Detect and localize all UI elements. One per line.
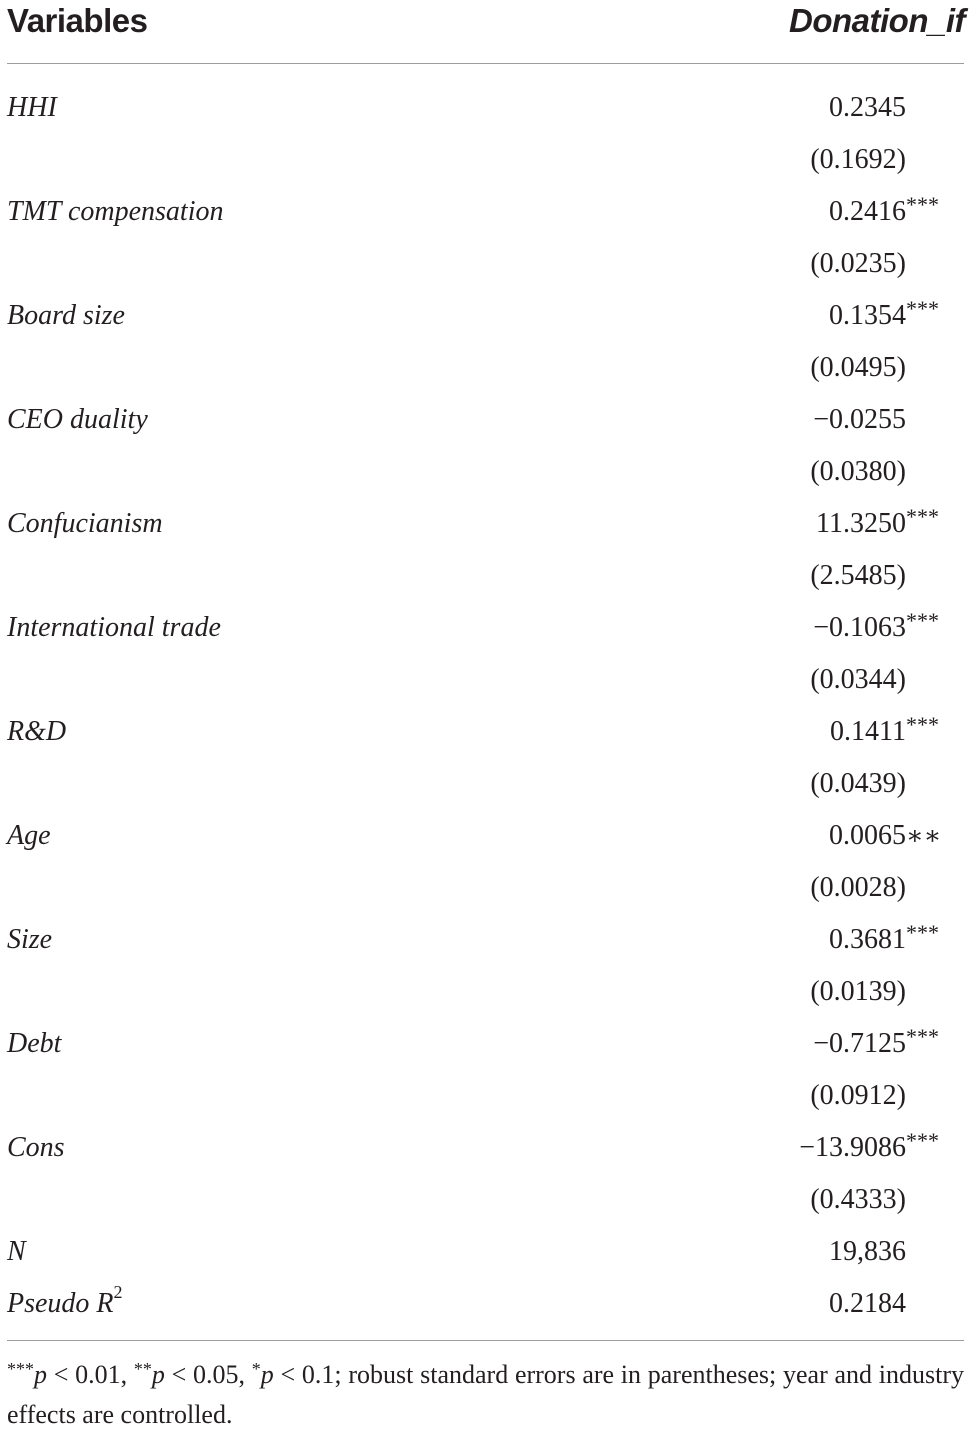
coefficient-value: 0.2184 [829,1288,906,1319]
table-row-standard-error [0,238,973,290]
variable-name [7,602,221,654]
superscript: 2 [113,1281,123,1302]
coefficient-value: −0.1063 [813,612,906,643]
table-row-standard-error [0,1174,973,1226]
variable-name [7,1018,61,1070]
variable-name-text: TMT compensation [7,196,224,227]
footnote-stars-1: *** [7,1359,34,1379]
column-header-variables: Variables [7,2,148,39]
table-row-standard-error [0,446,973,498]
footnote-text-1: < 0.01, [47,1360,134,1389]
variable-name [7,82,57,134]
coefficient-value: −0.0255 [813,404,906,435]
significance-stars: *** [906,192,939,217]
footnote-p-2: p [151,1360,165,1389]
footnote-p-1: p [34,1360,47,1389]
standard-error-value: (0.0380) [810,456,906,487]
footnote-stars-3: * [251,1359,261,1379]
standard-error-value: (0.0439) [810,768,906,799]
variable-name [7,1226,26,1278]
variable-name-text: Debt [7,1028,62,1059]
table-row [0,1278,973,1330]
significance-stars: ∗∗ [906,821,942,850]
coefficient-value: −0.7125 [813,1028,906,1059]
standard-error-value: (2.5485) [810,560,906,591]
significance-stars: *** [906,712,939,737]
table-row [0,82,973,134]
column-header-dependent-variable: Donation_if [789,2,965,39]
variable-name-text: Age [7,820,51,851]
significance-stars: *** [906,1024,939,1049]
table-row [0,290,973,342]
variable-name-text: N [7,1236,26,1267]
variable-name-text: CEO duality [7,404,148,435]
table-footnote [7,1356,964,1433]
table-row-standard-error [0,1070,973,1122]
coefficient-value: 0.0065 [829,820,906,851]
table-row [0,1226,973,1278]
table-row [0,914,973,966]
variable-name-text: International trade [7,612,221,643]
table-header [0,0,973,44]
variable-name-text: Size [7,924,53,955]
table-row-standard-error [0,654,973,706]
standard-error-value: (0.0235) [810,248,906,279]
variable-name-text: Confucianism [7,508,163,539]
table-row-standard-error [0,758,973,810]
coefficient-value: −13.9086 [799,1132,906,1163]
coefficient-value: 0.2416 [829,196,906,227]
footnote-stars-2: ** [133,1359,152,1379]
table-row [0,810,973,862]
coefficient-value: 11.3250 [816,508,906,539]
variable-name [7,914,52,966]
coefficient-value: 0.1411 [830,716,906,747]
table-row [0,1018,973,1070]
bottom-rule [7,1340,964,1341]
variable-name-text: HHI [7,92,57,123]
variable-name [7,394,148,446]
variable-name [7,498,163,550]
variable-name [7,1122,65,1174]
table-row [0,394,973,446]
variable-name-text: Pseudo R [7,1288,114,1319]
table-row [0,602,973,654]
significance-stars: *** [906,608,939,633]
variable-name-text: Cons [7,1132,65,1163]
variable-name [7,1278,123,1330]
significance-stars: *** [906,504,939,529]
table-row [0,186,973,238]
table-row-standard-error [0,134,973,186]
significance-stars: *** [906,920,939,945]
table-body [0,82,973,1330]
significance-stars: *** [906,1128,939,1153]
standard-error-value: (0.0344) [810,664,906,695]
table-row-standard-error [0,342,973,394]
coefficient-value: 0.1354 [829,300,906,331]
standard-error-value: (0.4333) [810,1184,906,1215]
standard-error-value: (0.0912) [810,1080,906,1111]
table-row-standard-error [0,966,973,1018]
table-row [0,706,973,758]
standard-error-value: (0.1692) [810,144,906,175]
variable-name [7,186,224,238]
variable-name [7,290,125,342]
footnote-p-3: p [260,1360,274,1389]
significance-stars: *** [906,296,939,321]
table-row [0,1122,973,1174]
top-rule [7,63,964,64]
coefficient-value: 0.2345 [829,92,906,123]
variable-name-text: Board size [7,300,125,331]
coefficient-value: 19,836 [829,1236,906,1267]
table-row-standard-error [0,862,973,914]
coefficient-value: 0.3681 [829,924,906,955]
table-row [0,498,973,550]
variable-name [7,810,51,862]
table-row-standard-error [0,550,973,602]
footnote-text-2: < 0.05, [164,1360,252,1389]
standard-error-value: (0.0495) [810,352,906,383]
standard-error-value: (0.0139) [810,976,906,1007]
footnote-text-3: < 0.1; robust standard errors are in parentheses; year and industry effects are controlled. [7,1360,964,1429]
variable-name [7,706,66,758]
standard-error-value: (0.0028) [810,872,906,903]
variable-name-text: R&D [7,716,67,747]
